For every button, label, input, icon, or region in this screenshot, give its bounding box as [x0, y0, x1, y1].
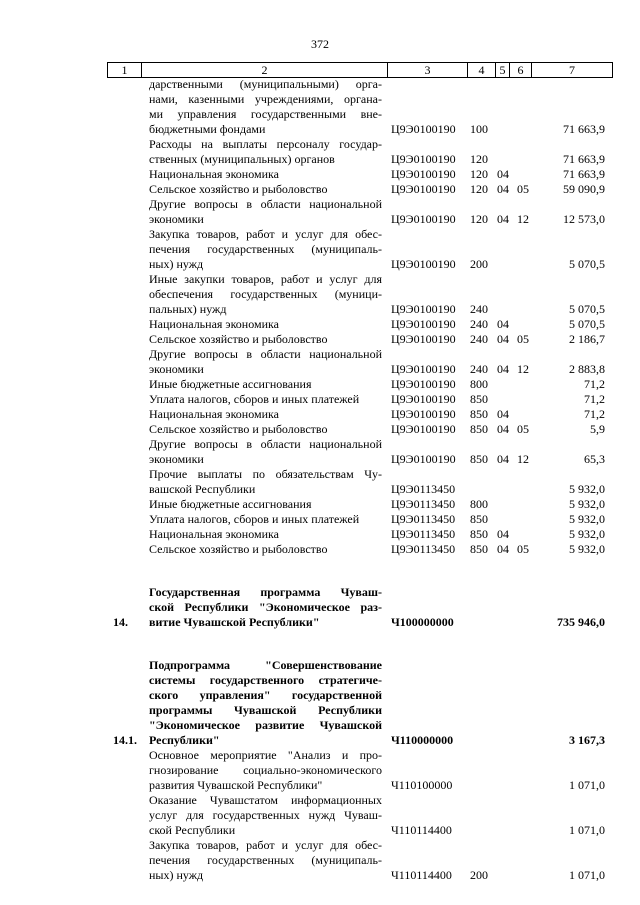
row-section: 04: [497, 182, 509, 196]
table-row: [0, 77, 640, 137]
row-name-line: нами, казенными учреждениями, органа-: [149, 92, 382, 106]
row-name: [149, 542, 382, 557]
row-subsection: 05: [517, 542, 529, 556]
row-target-code: Ц9Э0100190: [391, 302, 456, 316]
row-name-line: экономики: [149, 452, 204, 466]
row-target-code: Ц9Э0100190: [391, 452, 456, 466]
row-target-code: Ч110114400: [391, 823, 452, 837]
row-number: 14.: [113, 615, 128, 629]
row-name-line: экономики: [149, 362, 204, 376]
row-target-code: Ц9Э0100190: [391, 317, 456, 331]
row-expense-type: 850: [470, 452, 488, 466]
row-name: [149, 527, 382, 542]
row-name-line: Расходы на выплаты персоналу государ-: [149, 137, 382, 151]
row-name-line: Иные закупки товаров, работ и услуг для: [149, 272, 382, 286]
row-name-line: ных) нужд: [149, 868, 204, 882]
row-name-line: программы Чувашской Республики: [149, 703, 382, 717]
row-expense-type: 850: [470, 407, 488, 421]
row-name-line: Уплата налогов, сборов и иных платежей: [149, 512, 360, 526]
table-row: [0, 658, 640, 748]
row-expense-type: 120: [470, 182, 488, 196]
table-row: [0, 585, 640, 630]
row-name: [149, 167, 382, 182]
row-amount: 12 573,0: [563, 212, 605, 226]
row-expense-type: 120: [470, 212, 488, 226]
row-expense-type: 850: [470, 542, 488, 556]
row-target-code: Ц9Э0100190: [391, 167, 456, 181]
row-name: [149, 227, 382, 272]
row-name-line: Сельское хозяйство и рыболовство: [149, 422, 328, 436]
row-name: [149, 392, 382, 407]
row-name-line: экономики: [149, 212, 204, 226]
row-amount: 5 932,0: [569, 482, 605, 496]
table-row: [0, 437, 640, 467]
row-amount: 5 070,5: [569, 302, 605, 316]
row-name-line: Основное мероприятие "Анализ и про-: [149, 748, 382, 762]
row-name-line: ственных (муниципальных) органов: [149, 152, 335, 166]
row-target-code: Ц9Э0113450: [391, 512, 456, 526]
table-row: [0, 137, 640, 167]
row-amount: 5 932,0: [569, 512, 605, 526]
row-section: 04: [497, 407, 509, 421]
row-amount: 2 186,7: [569, 332, 605, 346]
row-name-line: системы государственного стратегиче-: [149, 673, 382, 687]
row-target-code: Ч110100000: [391, 778, 453, 792]
row-name: [149, 347, 382, 377]
row-section: 04: [497, 332, 509, 346]
row-amount: 5,9: [590, 422, 605, 436]
row-subsection: 12: [517, 362, 529, 376]
budget-table-body: [0, 77, 640, 883]
row-section: 04: [497, 452, 509, 466]
row-target-code: Ц9Э0113450: [391, 497, 456, 511]
row-target-code: Ц9Э0100190: [391, 182, 456, 196]
row-name-line: Подпрограмма "Совершенствование: [149, 658, 382, 672]
row-name-line: Национальная экономика: [149, 527, 279, 541]
row-name-line: обеспечения государственных (муници-: [149, 287, 382, 301]
row-expense-type: 100: [470, 122, 488, 136]
row-expense-type: 120: [470, 167, 488, 181]
table-row: [0, 332, 640, 347]
row-amount: 2 883,8: [569, 362, 605, 376]
table-row: [0, 317, 640, 332]
row-section: 04: [497, 167, 509, 181]
row-name: [149, 838, 382, 883]
row-target-code: Ц9Э0113450: [391, 527, 456, 541]
row-section: 04: [497, 317, 509, 331]
row-name-line: ных) нужд: [149, 257, 204, 271]
row-name-line: Прочие выплаты по обязательствам Чу-: [149, 467, 382, 481]
row-name-line: Сельское хозяйство и рыболовство: [149, 542, 328, 556]
row-amount: 71,2: [584, 392, 605, 406]
row-name-line: Национальная экономика: [149, 167, 279, 181]
row-amount: 1 071,0: [569, 778, 605, 792]
row-section: 04: [497, 422, 509, 436]
row-target-code: Ч110000000: [391, 733, 454, 747]
row-target-code: Ц9Э0100190: [391, 392, 456, 406]
row-name: [149, 407, 382, 422]
table-row: [0, 542, 640, 557]
table-row: [0, 497, 640, 512]
row-name: [149, 197, 382, 227]
row-name: [149, 497, 382, 512]
row-name: [149, 467, 382, 497]
row-name-line: бюджетными фондами: [149, 122, 266, 136]
page-number: 372: [311, 37, 329, 51]
row-name: [149, 182, 382, 197]
row-expense-type: 850: [470, 392, 488, 406]
table-row: [0, 512, 640, 527]
row-target-code: Ц9Э0100190: [391, 407, 456, 421]
row-subsection: 05: [517, 332, 529, 346]
row-amount: 5 070,5: [569, 317, 605, 331]
header-col-6: 6: [509, 63, 531, 77]
row-amount: 71,2: [584, 377, 605, 391]
row-name-line: Другие вопросы в области национальной: [149, 197, 382, 211]
row-expense-type: 120: [470, 152, 488, 166]
table-header: [107, 62, 613, 78]
row-amount: 71 663,9: [563, 152, 605, 166]
row-section: 04: [497, 212, 509, 226]
row-name-line: Оказание Чувашстатом информационных: [149, 793, 382, 807]
row-name: [149, 317, 382, 332]
row-number: 14.1.: [113, 733, 137, 747]
row-target-code: Ц9Э0113450: [391, 542, 456, 556]
row-expense-type: 200: [470, 868, 488, 882]
row-subsection: 05: [517, 182, 529, 196]
row-name-line: ми управления государственными вне-: [149, 107, 382, 121]
header-col-3: 3: [387, 63, 467, 77]
row-expense-type: 240: [470, 302, 488, 316]
row-expense-type: 240: [470, 332, 488, 346]
table-row: [0, 407, 640, 422]
row-name-line: Закупка товаров, работ и услуг для обес-: [149, 838, 382, 852]
row-target-code: Ц9Э0100190: [391, 122, 456, 136]
row-name-line: Республики": [149, 733, 220, 747]
row-name-line: ской Республики: [149, 823, 236, 837]
row-subsection: 05: [517, 422, 529, 436]
row-name-line: вашской Республики: [149, 482, 256, 496]
table-row: [0, 197, 640, 227]
row-name: [149, 437, 382, 467]
row-name: [149, 77, 382, 137]
row-amount: 1 071,0: [569, 868, 605, 882]
row-subsection: 12: [517, 212, 529, 226]
row-name-line: ской Республики "Экономическое раз-: [149, 600, 382, 614]
row-name: [149, 585, 382, 630]
row-target-code: Ц9Э0100190: [391, 212, 456, 226]
row-name: [149, 137, 382, 167]
row-name-line: печения государственных (муниципаль-: [149, 853, 382, 867]
row-target-code: Ц9Э0100190: [391, 257, 456, 271]
row-section: 04: [497, 527, 509, 541]
row-name: [149, 793, 382, 838]
row-name-line: Иные бюджетные ассигнования: [149, 497, 312, 511]
row-name: [149, 272, 382, 317]
row-name: [149, 658, 382, 748]
row-amount: 735 946,0: [557, 615, 605, 629]
row-target-code: Ц9Э0113450: [391, 482, 456, 496]
row-name-line: Национальная экономика: [149, 317, 279, 331]
table-row: [0, 227, 640, 272]
row-target-code: Ц9Э0100190: [391, 362, 456, 376]
header-col-1: 1: [107, 63, 141, 77]
row-expense-type: 200: [470, 257, 488, 271]
table-row: [0, 347, 640, 377]
row-name-line: дарственными (муниципальными) орга-: [149, 77, 382, 91]
row-name: [149, 332, 382, 347]
row-amount: 5 932,0: [569, 527, 605, 541]
row-name-line: Государственная программа Чуваш-: [149, 585, 382, 599]
row-section: 04: [497, 542, 509, 556]
table-row: [0, 793, 640, 838]
row-name: [149, 422, 382, 437]
row-expense-type: 800: [470, 497, 488, 511]
row-amount: 71,2: [584, 407, 605, 421]
table-row: [0, 272, 640, 317]
row-expense-type: 850: [470, 422, 488, 436]
row-target-code: Ч100000000: [391, 615, 454, 629]
row-name-line: Иные бюджетные ассигнования: [149, 377, 312, 391]
table-row: [0, 182, 640, 197]
header-col-5: 5: [495, 63, 509, 77]
row-name-line: Закупка товаров, работ и услуг для обес-: [149, 227, 382, 241]
row-name-line: Уплата налогов, сборов и иных платежей: [149, 392, 360, 406]
table-row: [0, 377, 640, 392]
header-col-2: 2: [141, 63, 387, 77]
row-amount: 71 663,9: [563, 167, 605, 181]
row-name-line: ского управления" государственной: [149, 688, 382, 702]
row-expense-type: 240: [470, 362, 488, 376]
row-name-line: витие Чувашской Республики": [149, 615, 320, 629]
row-amount: 5 932,0: [569, 497, 605, 511]
table-row: [0, 527, 640, 542]
row-target-code: Ц9Э0100190: [391, 332, 456, 346]
row-name-line: Другие вопросы в области национальной: [149, 347, 382, 361]
row-amount: 3 167,3: [569, 733, 605, 747]
row-name-line: развития Чувашской Республики": [149, 778, 323, 792]
row-expense-type: 850: [470, 512, 488, 526]
row-name: [149, 512, 382, 527]
row-amount: 1 071,0: [569, 823, 605, 837]
row-name-line: Сельское хозяйство и рыболовство: [149, 182, 328, 196]
row-amount: 65,3: [584, 452, 605, 466]
row-amount: 71 663,9: [563, 122, 605, 136]
row-target-code: Ц9Э0100190: [391, 422, 456, 436]
row-name-line: Национальная экономика: [149, 407, 279, 421]
table-row: [0, 838, 640, 883]
table-row: [0, 167, 640, 182]
row-name-line: услуг для государственных нужд Чуваш-: [149, 808, 382, 822]
row-name-line: гнозирование социально-экономического: [149, 763, 382, 777]
table-row: [0, 392, 640, 407]
row-target-code: Ц9Э0100190: [391, 377, 456, 391]
table-row: [0, 422, 640, 437]
row-name-line: печения государственных (муниципаль-: [149, 242, 382, 256]
header-col-4: 4: [467, 63, 495, 77]
row-amount: 59 090,9: [563, 182, 605, 196]
table-row: [0, 467, 640, 497]
row-expense-type: 240: [470, 317, 488, 331]
header-col-7: 7: [531, 63, 613, 77]
row-subsection: 12: [517, 452, 529, 466]
row-name: [149, 748, 382, 793]
row-target-code: Ц9Э0100190: [391, 152, 456, 166]
row-expense-type: 800: [470, 377, 488, 391]
row-name-line: Сельское хозяйство и рыболовство: [149, 332, 328, 346]
row-amount: 5 070,5: [569, 257, 605, 271]
row-name-line: "Экономическое развитие Чувашской: [149, 718, 382, 732]
row-name: [149, 377, 382, 392]
row-target-code: Ч110114400: [391, 868, 452, 882]
row-name-line: пальных) нужд: [149, 302, 227, 316]
row-expense-type: 850: [470, 527, 488, 541]
table-row: [0, 748, 640, 793]
row-name-line: Другие вопросы в области национальной: [149, 437, 382, 451]
row-section: 04: [497, 362, 509, 376]
row-amount: 5 932,0: [569, 542, 605, 556]
